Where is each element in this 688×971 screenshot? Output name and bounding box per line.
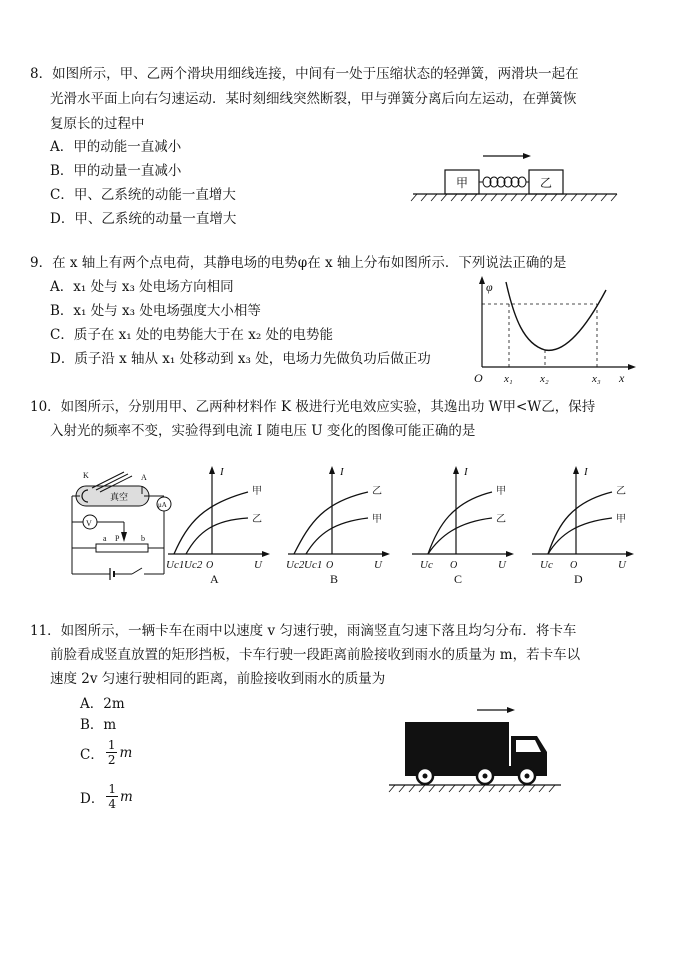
graph-d-curve-top [548,492,612,554]
q8-option-b: B．甲的动量一直减小 [50,163,182,179]
graph-d-uc: Uc [540,559,553,571]
q11-line-1: 11．如图所示，一辆卡车在雨中以速度 v 匀速行驶，雨滴竖直匀速下落且均匀分布．将卡车 [30,623,577,639]
graph-b-i-label: I [340,466,344,478]
graph-b-curve-bottom [306,518,368,554]
tick-x3: x₃ [592,373,601,385]
graph-b-uc1: Uc1 [304,559,323,571]
graph-c-curve-top [428,492,492,554]
graph-d-bottom-label: 甲 [616,514,626,525]
q11-fraction-d-den: 4 [108,797,116,811]
graph-a-origin: O [206,560,214,571]
graph-a-curve-top [174,492,248,554]
graph-b-origin: O [326,560,334,571]
tick-x1: x₁ [504,373,513,385]
q11-fraction-c [106,738,118,767]
graph-d-origin: O [570,560,578,571]
ammeter-label: μA [158,501,167,509]
q11-option-c-letter: C． [80,746,104,763]
spring [479,177,529,187]
tick-x2: x₂ [540,373,549,385]
graph-a-letter: A [210,572,219,586]
graph-a-top-label: 甲 [252,486,262,497]
graph-b-letter: B [330,572,339,586]
q8-sliders-figure [405,145,625,210]
label-a-small: a [103,534,107,543]
q10-graph-c [408,462,516,586]
q11-option-b: B．m [80,717,117,733]
graph-a-uc1: Uc1 [166,559,185,571]
origin-label: O [474,371,483,385]
label-b: b [141,534,145,543]
graph-d-i-label: I [584,466,588,478]
q8-option-c: C．甲、乙系统的动能一直增大 [50,187,236,203]
q8-option-d: D．甲、乙系统的动量一直增大 [50,211,237,227]
rheostat [96,544,148,552]
q11-fraction-d [106,782,118,811]
q8-line-3: 复原长的过程中 [50,116,145,132]
graph-c-u-label: U [498,559,506,571]
graph-b-top-label: 乙 [372,486,382,497]
potential-curve [506,282,606,350]
q11-option-d-letter: D． [80,790,105,807]
graph-b-bottom-label: 甲 [372,514,382,525]
q11-fraction-d-tail: m [119,788,133,805]
label-p: P [115,534,120,543]
q8-line-1: 8．如图所示，甲、乙两个滑块用细线连接，中间有一处于压缩状态的轻弹簧，两滑块一起在 [30,66,579,82]
graph-d-curve-bottom [548,518,612,554]
graph-c-i-label: I [464,466,468,478]
q9-option-c: C．质子在 x₁ 处的电势能大于在 x₂ 处的电势能 [50,327,334,343]
q10-line-2: 入射光的频率不变，实验得到电流 I 随电压 U 变化的图像可能正确的是 [50,423,476,439]
q10-graph-b [284,462,392,586]
ground-hatch [411,194,617,201]
q11-line-3: 速度 2v 匀速行驶相同的距离，前脸接收到雨水的质量为 [50,671,386,687]
q9-option-a: A．x₁ 处与 x₃ 处电场方向相同 [50,279,234,295]
q10-line-1: 10．如图所示，分别用甲、乙两种材料作 K 极进行光电效应实验，其逸出功 W甲<W乙，保持 [30,399,596,415]
q9-potential-graph [462,274,642,388]
truck-cargo-box [405,722,509,766]
graph-c-letter: C [454,572,463,586]
graph-d-letter: D [574,572,583,586]
graph-c-top-label: 甲 [496,486,506,497]
graph-a-curve-bottom [186,518,248,554]
graph-a-uc2: Uc2 [184,559,203,571]
q11-option-c [80,738,132,767]
phi-axis-label: φ [486,280,493,294]
q11-fraction-c-den: 2 [107,753,116,767]
graph-c-origin: O [450,560,458,571]
graph-a-u-label: U [254,559,262,571]
q11-line-2: 前脸看成竖直放置的矩形挡板，卡车行驶一段距离前脸接收到雨水的质量为 m，若卡车以 [50,647,581,663]
q11-option-a: A．2m [80,696,125,712]
q9-line-1: 9．在 x 轴上有两个点电荷，其静电场的电势φ在 x 轴上分布如图所示．下列说法正确的是 [30,255,567,271]
label-k: K [83,471,89,480]
q11-option-d [80,782,133,811]
vacuum-label: 真空 [110,492,129,502]
graph-b-curve-top [294,492,368,554]
graph-d-u-label: U [618,559,626,571]
block-jia-label: 甲 [455,176,469,190]
q9-option-b: B．x₁ 处与 x₃ 处电场强度大小相等 [50,303,261,319]
q11-fraction-c-tail: m [119,744,133,761]
q11-fraction-d-num: 1 [108,782,116,796]
q8-line-2: 光滑水平面上向右匀速运动．某时刻细线突然断裂，甲与弹簧分离后向左运动，在弹簧恢 [50,91,577,107]
q10-graph-d [528,462,636,586]
q11-truck-figure [385,700,565,796]
road-hatch [389,785,555,792]
graph-a-bottom-label: 乙 [252,514,262,525]
graph-c-curve-bottom [428,518,492,554]
label-a: A [141,473,147,482]
block-yi-label: 乙 [539,176,553,190]
voltmeter-label: V [86,519,92,528]
q10-graph-a [164,462,272,586]
q8-option-a: A．甲的动能一直减小 [50,139,182,155]
q9-option-d: D．质子沿 x 轴从 x₁ 处移动到 x₃ 处，电场力先做负功后做正功 [50,351,431,367]
graph-c-bottom-label: 乙 [496,514,506,525]
graph-c-uc: Uc [420,559,433,571]
graph-b-uc2: Uc2 [286,559,305,571]
q11-fraction-c-num: 1 [107,738,116,752]
graph-a-i-label: I [220,466,224,478]
graph-b-u-label: U [374,559,382,571]
x-axis-label: x [619,371,625,385]
graph-d-top-label: 乙 [616,486,626,497]
q10-apparatus [52,466,172,590]
